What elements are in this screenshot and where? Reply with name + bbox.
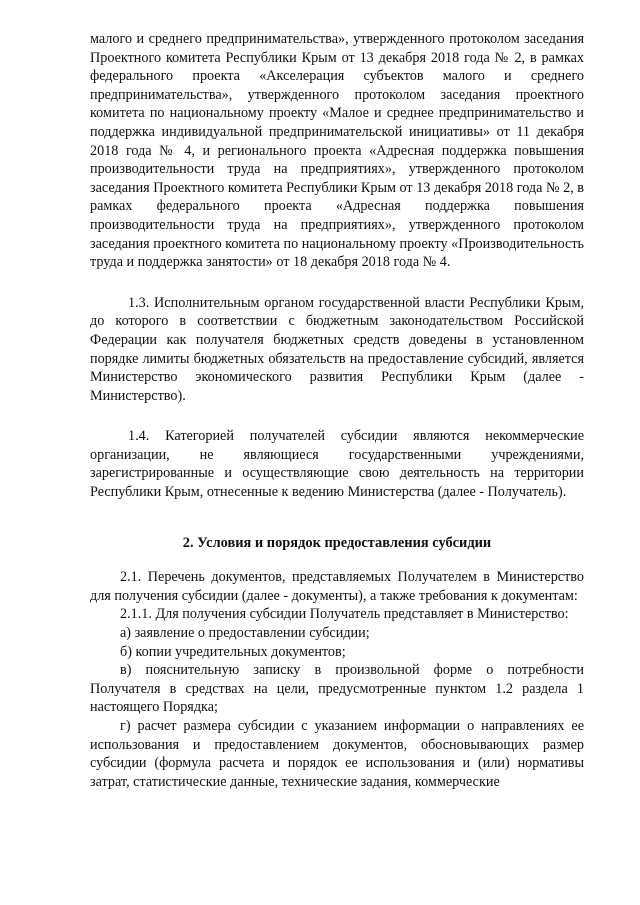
paragraph-continuation: малого и среднего предпринимательства», утвержденного протоколом заседания Проектного комитета Республики Крым от 13 декабря 2018 года № 2, в рамках федерального проекта «Акселерация субъектов малого и среднего предпринимательства», утвержденного протоколом заседания проектного комитета по национальному проекту «Малое и среднее предпринимательство и поддержка индивидуальной предпринимательской инициативы» от 11 декабря 2018 года № 4, и регионального проекта «Адресная поддержка повышения производительности труда на предприятиях», утвержденного протоколом заседания Проектного комитета Республики Крым от 13 декабря 2018 года № 2, в рамках федерального проекта «Адресная поддержка повышения производительности труда на предприятиях», утвержденного протоколом заседания проектного комитета по национальному проекту «Производительность труда и поддержка занятости» от 18 декабря 2018 года № 4. bbox=[90, 31, 584, 271]
section-2-heading: 2. Условия и порядок предоставления субсидии bbox=[182, 534, 492, 551]
document-page bbox=[90, 30, 584, 791]
paragraph-2-1-1: 2.1.1. Для получения субсидии Получатель представляет в Министерство: bbox=[120, 606, 569, 623]
list-item-v: в) пояснительную записку в произвольной форме о потребности Получателя в средствах на цели, предусмотренные пунктом 1.2 раздела 1 настоящего Порядка; bbox=[90, 662, 584, 716]
paragraph-1-4: 1.4. Категорией получателей субсидии являются некоммерческие организации, не являющиеся государственными учреждениями, зарегистрированные и осуществляющие свою деятельность на территории Республики Крым, отнесенные к ведению Министерства (далее - Получатель). bbox=[90, 428, 584, 501]
list-item-a: а) заявление о предоставлении субсидии; bbox=[120, 625, 370, 642]
paragraph-2-1: 2.1. Перечень документов, представляемых Получателем в Министерство для получения субсидии (далее - документы), а также требования к документам: bbox=[90, 569, 584, 604]
paragraph-1-3: 1.3. Исполнительным органом государственной власти Республики Крым, до которого в соответствии с бюджетным законодательством Российской Федерации как получателя бюджетных средств доведены в установленном порядке лимиты бюджетных обязательств на предоставление субсидий, является Министерство экономического развития Республики Крым (далее - Министерство). bbox=[90, 294, 584, 404]
list-item-g: г) расчет размера субсидии с указанием информации о направлениях ее использования и предоставлением документов, обосновывающих размер субсидии (формула расчета и порядок ее использования и (или) нормативы затрат, статистические данные, технические задания, коммерческие bbox=[90, 718, 584, 790]
list-item-b: б) копии учредительных документов; bbox=[120, 643, 346, 660]
